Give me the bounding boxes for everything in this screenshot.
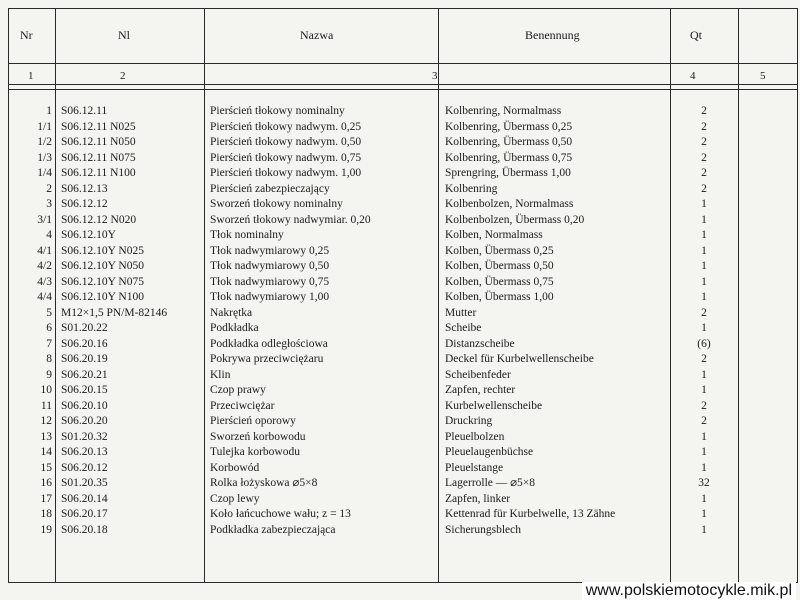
table-row: [0, 213, 800, 228]
cell-nazwa: Podkładka zabezpieczająca: [210, 523, 336, 536]
cell-part-number: S06.20.13: [61, 446, 108, 458]
cell-benennung: Druckring: [445, 415, 493, 427]
cell-benennung: Kolben, Übermass 1,00: [445, 291, 554, 303]
cell-nazwa: Sworzeń korbowodu: [210, 430, 306, 443]
cell-nr: 7: [46, 337, 52, 350]
cell-benennung: Kolben, Übermass 0,75: [445, 275, 554, 288]
cell-part-number: S06.12.10Y N025: [61, 244, 144, 257]
cell-qty: 2: [701, 353, 707, 365]
cell-qty: 1: [701, 523, 707, 536]
cell-nr: 17: [40, 492, 52, 505]
table-row: [0, 228, 800, 243]
cell-nazwa: Tłok nadwymiarowy 0,50: [210, 260, 330, 272]
table-row: [0, 182, 800, 197]
table-row: [0, 368, 800, 383]
cell-nazwa: Pokrywa przeciwciężaru: [210, 353, 324, 365]
cell-benennung: Sicherungsblech: [445, 523, 522, 536]
cell-nazwa: Tłok nominalny: [210, 229, 284, 241]
cell-nr: 3/1: [37, 213, 52, 226]
cell-benennung: Kolbenring, Übermass 0,50: [445, 136, 573, 148]
column-index: 2: [120, 70, 126, 82]
cell-benennung: Kettenrad für Kurbelwelle, 13 Zähne: [445, 508, 616, 520]
table-border-top: [8, 8, 798, 9]
cell-benennung: Zapfen, linker: [445, 492, 511, 505]
cell-benennung: Kolbenbolzen, Normalmass: [445, 198, 574, 210]
cell-benennung: Deckel für Kurbelwellenscheibe: [445, 353, 594, 365]
cell-nr: 16: [40, 477, 52, 489]
cell-nazwa: Sworzeń tłokowy nadwymiar. 0,20: [210, 213, 371, 226]
cell-benennung: Kolbenbolzen, Übermass 0,20: [445, 213, 585, 226]
header-rule: [8, 63, 798, 64]
column-index: 1: [28, 70, 34, 82]
cell-nr: 19: [40, 523, 52, 536]
cell-nr: 4/3: [37, 275, 52, 288]
table-row: [0, 492, 800, 507]
cell-part-number: S06.20.21: [61, 368, 108, 381]
cell-benennung: Kurbelwellenscheibe: [445, 399, 543, 412]
index-rule: [8, 84, 798, 85]
cell-nr: 11: [40, 399, 52, 412]
cell-benennung: Distanzscheibe: [445, 337, 515, 350]
cell-part-number: S06.20.15: [61, 384, 108, 396]
cell-qty: 2: [701, 182, 707, 195]
cell-nr: 4/4: [37, 291, 52, 303]
cell-part-number: S06.12.12: [61, 198, 108, 210]
cell-nazwa: Tłok nadwymiarowy 0,25: [210, 244, 330, 257]
cell-qty: 2: [701, 120, 707, 133]
cell-nazwa: Pierścień zabezpieczający: [210, 182, 330, 195]
cell-nazwa: Pierścień tłokowy nominalny: [210, 105, 345, 117]
cell-nr: 1/4: [37, 167, 52, 179]
table-row: [0, 507, 800, 522]
cell-qty: 1: [701, 291, 707, 303]
index-rule-double: [8, 89, 798, 90]
cell-qty: 2: [701, 105, 707, 117]
cell-nazwa: Nakrętka: [210, 306, 253, 319]
table-row: [0, 352, 800, 367]
cell-nazwa: Podkładka: [210, 322, 259, 334]
cell-nazwa: Czop prawy: [210, 384, 266, 396]
cell-benennung: Scheibe: [445, 322, 482, 334]
cell-nr: 12: [40, 415, 52, 427]
table-row: [0, 476, 800, 491]
cell-nr: 5: [46, 306, 52, 319]
header-qt: Qt: [690, 28, 702, 42]
cell-nr: 1/3: [37, 151, 52, 164]
cell-nazwa: Tulejka korbowodu: [210, 446, 300, 458]
cell-benennung: Mutter: [445, 306, 477, 319]
cell-nr: 4: [46, 229, 52, 241]
table-row: [0, 290, 800, 305]
cell-nr: 13: [40, 430, 52, 443]
header-benennung: Benennung: [525, 28, 580, 42]
cell-nr: 1/2: [37, 136, 52, 148]
cell-qty: 1: [701, 368, 707, 381]
table-row: [0, 275, 800, 290]
table-row: [0, 523, 800, 538]
header-nr: Nr: [20, 28, 33, 42]
table-row: [0, 197, 800, 212]
cell-nr: 4/1: [37, 244, 52, 257]
website-watermark[interactable]: www.polskiemotocykle.mik.pl: [582, 582, 796, 600]
cell-nr: 9: [46, 368, 52, 381]
cell-qty: 2: [701, 306, 707, 319]
cell-part-number: S06.12.11 N025: [61, 120, 136, 133]
cell-qty: 2: [701, 151, 707, 164]
table-row: [0, 399, 800, 414]
cell-benennung: Pleuelstange: [445, 461, 504, 474]
cell-qty: 1: [701, 198, 707, 210]
cell-nazwa: Tłok nadwymiarowy 0,75: [210, 275, 330, 288]
cell-qty: 1: [701, 446, 707, 458]
cell-part-number: S06.12.13: [61, 182, 108, 195]
table-row: [0, 135, 800, 150]
cell-nazwa: Podkładka odległościowa: [210, 337, 328, 350]
table-row: [0, 166, 800, 181]
cell-part-number: S06.12.10Y N050: [61, 260, 144, 272]
cell-qty: 1: [701, 492, 707, 505]
cell-nazwa: Pierścień oporowy: [210, 415, 296, 427]
cell-nazwa: Klin: [210, 368, 231, 381]
cell-qty: 1: [701, 275, 707, 288]
header-nl: Nl: [118, 28, 130, 42]
cell-benennung: Lagerrolle — ⌀5×8: [445, 477, 536, 489]
cell-benennung: Kolben, Normalmass: [445, 229, 543, 241]
cell-part-number: S06.12.10Y N075: [61, 275, 144, 288]
cell-nazwa: Pierścień tłokowy nadwym. 1,00: [210, 167, 362, 179]
cell-qty: 1: [701, 322, 707, 334]
cell-part-number: S01.20.32: [61, 430, 108, 443]
table-row: [0, 321, 800, 336]
cell-qty: 2: [701, 167, 707, 179]
cell-benennung: Sprengring, Übermass 1,00: [445, 167, 571, 179]
cell-nr: 6: [46, 322, 52, 334]
cell-nazwa: Pierścień tłokowy nadwym. 0,75: [210, 151, 362, 164]
cell-nr: 4/2: [37, 260, 52, 272]
cell-qty: 1: [701, 384, 707, 396]
cell-part-number: S01.20.22: [61, 322, 108, 334]
cell-qty: 1: [701, 213, 707, 226]
table-row: [0, 337, 800, 352]
cell-part-number: S06.12.12 N020: [61, 213, 137, 226]
table-row: [0, 151, 800, 166]
cell-nazwa: Sworzeń tłokowy nominalny: [210, 198, 343, 210]
cell-qty: 32: [698, 477, 710, 489]
cell-part-number: S06.20.18: [61, 523, 108, 536]
cell-nazwa: Koło łańcuchowe wału; z = 13: [210, 508, 351, 520]
cell-qty: 1: [701, 508, 707, 520]
table-row: [0, 244, 800, 259]
cell-benennung: Kolbenring, Übermass 0,25: [445, 120, 573, 133]
cell-qty: 1: [701, 229, 707, 241]
cell-nr: 14: [40, 446, 52, 458]
cell-nazwa: Tłok nadwymiarowy 1,00: [210, 291, 330, 303]
cell-part-number: S06.20.12: [61, 461, 108, 474]
cell-nr: 3: [46, 198, 52, 210]
cell-qty: 2: [701, 399, 707, 412]
cell-nr: 15: [40, 461, 52, 474]
column-index: 3: [432, 70, 438, 82]
table-row: [0, 104, 800, 119]
cell-nr: 2: [46, 182, 52, 195]
cell-benennung: Scheibenfeder: [445, 368, 511, 381]
cell-part-number: S06.20.10: [61, 399, 108, 412]
cell-qty: 1: [701, 260, 707, 272]
cell-part-number: S06.12.11 N075: [61, 151, 136, 164]
cell-qty: 1: [701, 430, 707, 443]
table-row: [0, 383, 800, 398]
header-nazwa: Nazwa: [300, 28, 334, 42]
table-row: [0, 430, 800, 445]
cell-benennung: Zapfen, rechter: [445, 384, 516, 396]
cell-qty: 2: [701, 136, 707, 148]
cell-part-number: S06.20.14: [61, 492, 108, 505]
column-index: 4: [690, 70, 696, 82]
cell-benennung: Pleuelaugenbüchse: [445, 446, 534, 458]
cell-benennung: Kolbenring, Normalmass: [445, 105, 562, 117]
table-row: [0, 414, 800, 429]
cell-part-number: S06.12.11: [61, 105, 108, 117]
cell-nazwa: Przeciwciężar: [210, 399, 275, 412]
cell-part-number: S06.12.11 N100: [61, 167, 136, 179]
cell-part-number: S06.20.19: [61, 353, 108, 365]
cell-qty: (6): [697, 337, 711, 350]
table-row: [0, 461, 800, 476]
cell-nazwa: Rolka łożyskowa ⌀5×8: [210, 477, 318, 489]
column-index: 5: [760, 70, 766, 82]
cell-nazwa: Pierścień tłokowy nadwym. 0,25: [210, 120, 362, 133]
cell-part-number: S01.20.35: [61, 477, 108, 489]
cell-nr: 1: [46, 105, 52, 117]
table-row: [0, 259, 800, 274]
table-row: [0, 306, 800, 321]
cell-qty: 1: [701, 461, 707, 474]
cell-nr: 18: [40, 508, 52, 520]
cell-nazwa: Pierścień tłokowy nadwym. 0,50: [210, 136, 362, 148]
cell-part-number: S06.20.16: [61, 337, 108, 350]
cell-part-number: S06.20.17: [61, 508, 108, 520]
table-row: [0, 120, 800, 135]
cell-part-number: S06.12.10Y: [61, 229, 116, 241]
cell-part-number: M12×1,5 PN/M-82146: [61, 306, 168, 319]
cell-nr: 10: [40, 384, 52, 396]
cell-part-number: S06.20.20: [61, 415, 108, 427]
cell-benennung: Kolben, Übermass 0,50: [445, 260, 554, 272]
cell-nazwa: Czop lewy: [210, 492, 260, 505]
cell-benennung: Kolbenring: [445, 182, 498, 195]
cell-qty: 1: [701, 244, 707, 257]
cell-nr: 8: [46, 353, 52, 365]
cell-part-number: S06.12.10Y N100: [61, 291, 144, 303]
cell-benennung: Kolbenring, Übermass 0,75: [445, 151, 573, 164]
cell-benennung: Kolben, Übermass 0,25: [445, 244, 554, 257]
cell-qty: 2: [701, 415, 707, 427]
cell-nr: 1/1: [37, 120, 52, 133]
cell-benennung: Pleuelbolzen: [445, 430, 505, 443]
table-row: [0, 445, 800, 460]
cell-part-number: S06.12.11 N050: [61, 136, 136, 148]
cell-nazwa: Korbowód: [210, 461, 260, 474]
